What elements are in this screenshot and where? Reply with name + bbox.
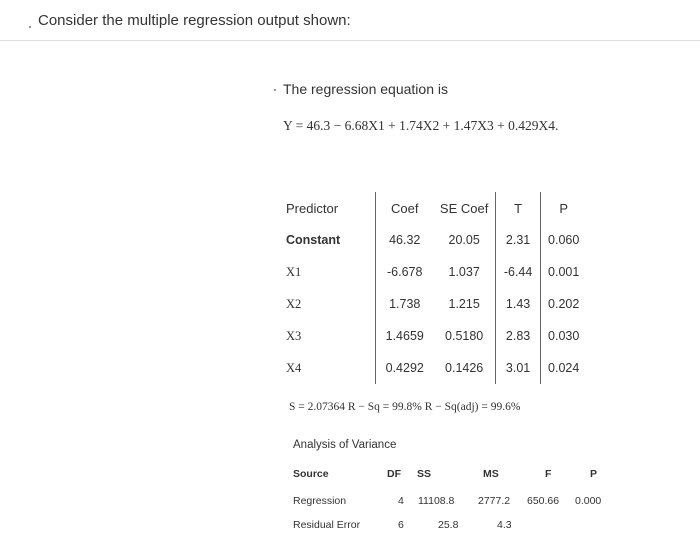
coef-cell: 1.738 xyxy=(376,288,434,320)
se-coef-cell: 1.037 xyxy=(448,265,480,279)
model-summary-stats: S = 2.07364 R − Sq = 99.8% R − Sq(adj) = 99.6% xyxy=(289,401,521,413)
equation-title: The regression equation is xyxy=(283,81,448,97)
anova-residual-df: 6 xyxy=(398,519,404,531)
header-t: T xyxy=(495,192,541,224)
coef-cell: 46.32 xyxy=(376,224,434,256)
anova-residual-ss: 25.8 xyxy=(438,519,459,531)
question-text: Consider the multiple regression output shown: xyxy=(38,12,351,29)
predictor-cell: X1 xyxy=(286,264,302,279)
table-row xyxy=(276,224,586,256)
coefficient-table xyxy=(276,192,586,384)
header-coef: Coef xyxy=(376,192,434,224)
anova-regression-source: Regression xyxy=(293,495,347,507)
coef-cell: 0.4292 xyxy=(376,352,434,384)
t-cell: 2.31 xyxy=(495,224,541,256)
anova-regression-ms: 2777.2 xyxy=(478,495,511,507)
p-cell: 0.060 xyxy=(541,224,586,256)
t-cell: 2.83 xyxy=(495,320,541,352)
se-coef-cell: 0.1426 xyxy=(445,361,484,375)
predictor-cell: X4 xyxy=(286,360,302,375)
bullet-dot xyxy=(274,89,276,91)
anova-regression-p: 0.000 xyxy=(575,495,602,507)
anova-header-source: Source xyxy=(293,468,329,480)
anova-header-ss: SS xyxy=(417,468,432,480)
coef-cell: -6.678 xyxy=(376,256,434,288)
table-row xyxy=(276,256,586,288)
anova-regression-ss: 11108.8 xyxy=(418,495,455,507)
table-row xyxy=(276,288,586,320)
p-cell: 0.202 xyxy=(541,288,586,320)
anova-header-f: F xyxy=(545,468,552,480)
t-cell: -6.44 xyxy=(495,256,541,288)
se-coef-cell: 20.05 xyxy=(448,233,480,247)
anova-regression-df: 4 xyxy=(398,495,404,507)
bullet-dot xyxy=(29,26,31,28)
predictor-cell: Constant xyxy=(286,233,341,247)
anova-regression-f: 650.66 xyxy=(527,495,560,507)
table-header-row xyxy=(276,192,586,224)
anova-header-p: P xyxy=(590,468,598,480)
predictor-cell: X2 xyxy=(286,296,302,311)
table-row xyxy=(276,352,586,384)
anova-residual-source: Residual Error xyxy=(293,519,361,531)
t-cell: 3.01 xyxy=(495,352,541,384)
se-coef-cell: 0.5180 xyxy=(445,329,484,343)
question-header xyxy=(0,0,700,41)
coef-cell: 1.4659 xyxy=(376,320,434,352)
header-predictor: Predictor xyxy=(286,200,339,216)
anova-title: Analysis of Variance xyxy=(293,439,397,451)
header-se-coef: SE Coef xyxy=(439,200,489,216)
p-cell: 0.030 xyxy=(541,320,586,352)
anova-header-df: DF xyxy=(387,468,401,480)
p-cell: 0.001 xyxy=(541,256,586,288)
p-cell: 0.024 xyxy=(541,352,586,384)
header-p: P xyxy=(541,192,586,224)
anova-residual-ms: 4.3 xyxy=(497,519,512,531)
se-coef-cell: 1.215 xyxy=(448,297,480,311)
anova-header-ms: MS xyxy=(483,468,499,480)
regression-equation: Y = 46.3 − 6.68X1 + 1.74X2 + 1.47X3 + 0.429X4. xyxy=(283,118,559,133)
table-row xyxy=(276,320,586,352)
predictor-cell: X3 xyxy=(286,328,302,343)
t-cell: 1.43 xyxy=(495,288,541,320)
